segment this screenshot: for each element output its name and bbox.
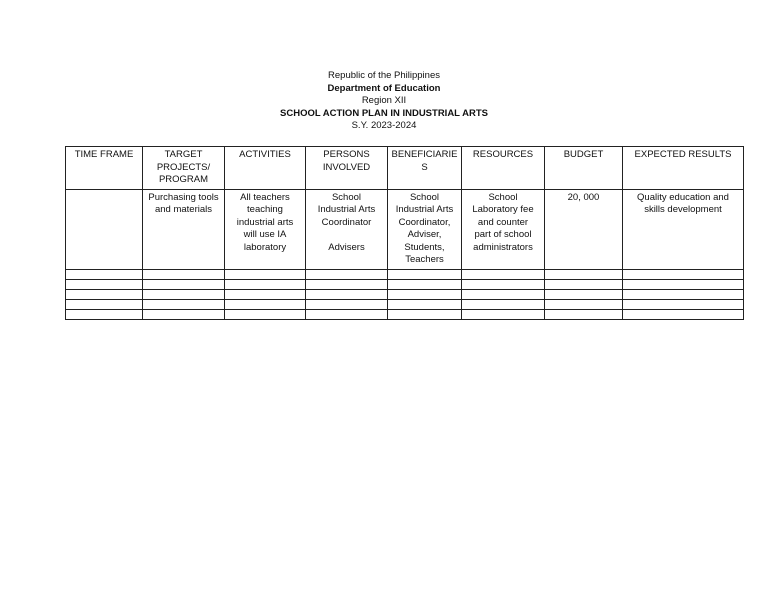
cell-expected-results: Quality education and skills development	[623, 189, 744, 269]
empty-cell	[306, 269, 388, 279]
empty-cell	[462, 299, 545, 309]
empty-cell	[545, 299, 623, 309]
empty-cell	[306, 279, 388, 289]
empty-cell	[388, 279, 462, 289]
empty-cell	[545, 309, 623, 319]
empty-table-row	[66, 279, 744, 289]
empty-table-row	[66, 289, 744, 299]
empty-cell	[388, 269, 462, 279]
column-header-budget: BUDGET	[545, 147, 623, 190]
column-header-activities: ACTIVITIES	[225, 147, 306, 190]
header-plan-title: SCHOOL ACTION PLAN IN INDUSTRIAL ARTS	[280, 107, 488, 119]
column-header-persons-involved: PERSONS INVOLVED	[306, 147, 388, 190]
empty-cell	[623, 289, 744, 299]
header-school-year: S.Y. 2023-2024	[351, 120, 417, 131]
cell-beneficiaries: School Industrial Arts Coordinator, Adviser, Students, Teachers	[388, 189, 462, 269]
header-department: Department of Education	[327, 82, 441, 94]
empty-cell	[388, 299, 462, 309]
cell-activities: All teachers teaching industrial arts will use IA laboratory	[225, 189, 306, 269]
cell-target-projects: Purchasing tools and materials	[143, 189, 225, 269]
empty-cell	[143, 309, 225, 319]
empty-table-row	[66, 299, 744, 309]
empty-cell	[545, 289, 623, 299]
document-header	[0, 70, 768, 133]
empty-cell	[225, 269, 306, 279]
table-row	[66, 189, 744, 269]
empty-cell	[462, 309, 545, 319]
empty-cell	[306, 289, 388, 299]
column-header-time-frame: TIME FRAME	[66, 147, 143, 190]
empty-cell	[623, 279, 744, 289]
header-republic: Republic of the Philippines	[328, 70, 440, 81]
empty-cell	[462, 279, 545, 289]
empty-cell	[306, 299, 388, 309]
empty-cell	[388, 309, 462, 319]
empty-cell	[143, 289, 225, 299]
empty-cell	[388, 289, 462, 299]
empty-cell	[225, 289, 306, 299]
empty-cell	[66, 289, 143, 299]
action-plan-table	[65, 146, 744, 320]
empty-cell	[143, 279, 225, 289]
empty-table-row	[66, 269, 744, 279]
cell-budget: 20, 000	[545, 189, 623, 269]
column-header-resources: RESOURCES	[462, 147, 545, 190]
empty-cell	[66, 279, 143, 289]
empty-cell	[225, 299, 306, 309]
empty-cell	[462, 269, 545, 279]
empty-cell	[545, 279, 623, 289]
empty-cell	[462, 289, 545, 299]
cell-resources: School Laboratory fee and counter part of school administrators	[462, 189, 545, 269]
cell-persons-involved: School Industrial Arts Coordinator Advisers	[306, 189, 388, 269]
empty-cell	[66, 299, 143, 309]
empty-cell	[545, 269, 623, 279]
column-header-expected-results: EXPECTED RESULTS	[623, 147, 744, 190]
column-header-target-projects: TARGET PROJECTS/ PROGRAM	[143, 147, 225, 190]
empty-cell	[623, 269, 744, 279]
empty-cell	[306, 309, 388, 319]
empty-cell	[225, 309, 306, 319]
empty-cell	[623, 299, 744, 309]
empty-table-row	[66, 309, 744, 319]
column-header-beneficiaries: BENEFICIARIE S	[388, 147, 462, 190]
empty-cell	[66, 269, 143, 279]
empty-cell	[225, 279, 306, 289]
empty-cell	[66, 309, 143, 319]
cell-time-frame	[66, 189, 143, 269]
header-region: Region XII	[361, 95, 407, 106]
empty-cell	[143, 299, 225, 309]
empty-cell	[143, 269, 225, 279]
empty-cell	[623, 309, 744, 319]
table-header-row	[66, 147, 744, 190]
